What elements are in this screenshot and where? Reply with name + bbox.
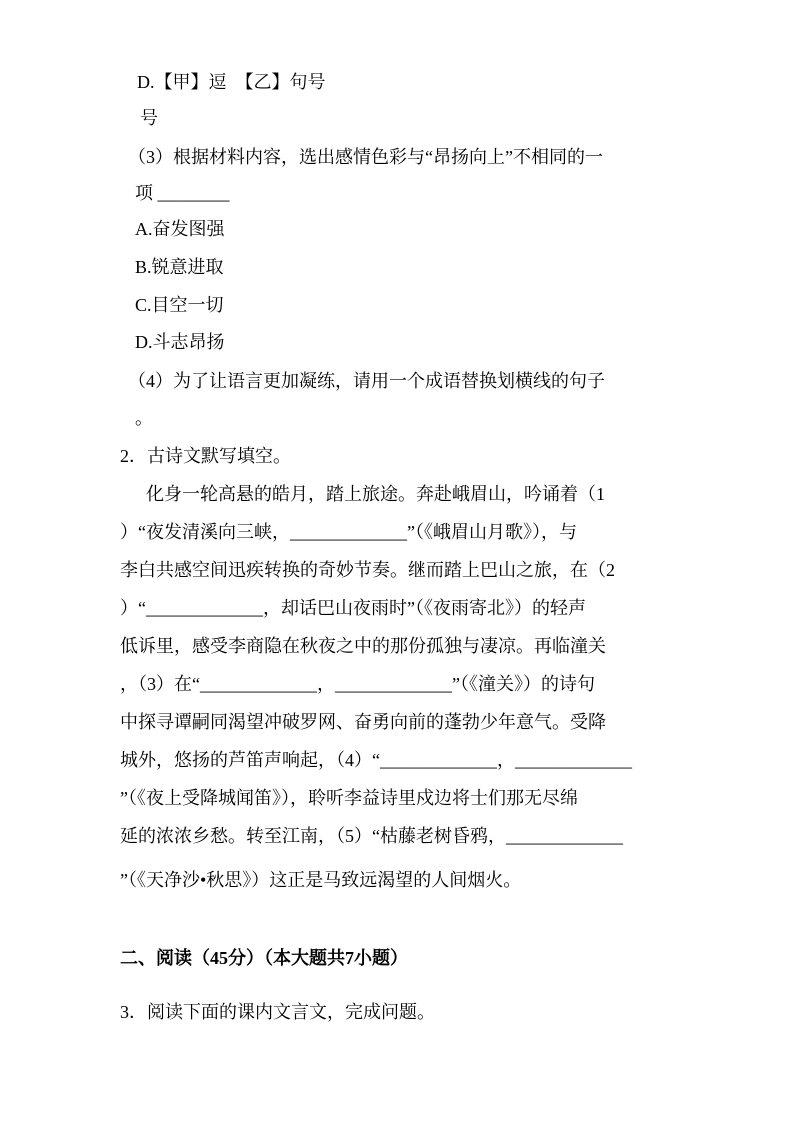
option-d: D.斗志昂扬 [135,332,225,352]
option-b: B.锐意进取 [135,257,224,277]
poem-paragraph-line: ”（《夜上受降城闻笛》），聆听李益诗里戍边将士们那无尽绵 [120,788,578,808]
question-2-title: 2．古诗文默写填空。 [120,446,291,466]
option-d-punctuation: D.【甲】逗 【乙】句号 [137,72,326,92]
option-a: A.奋发图强 [135,219,225,239]
poem-paragraph-line: 李白共感空间迅疾转换的奇妙节奏。继而踏上巴山之旅，在（2 [120,560,615,580]
poem-paragraph-line: ，（3）在“_____________，_____________”（《潼关》）的诗句 [120,674,595,694]
poem-paragraph-line: ”（《天净沙•秋思》）这正是马致远渴望的人间烟火。 [120,870,522,890]
question-3-prompt: （3）根据材料内容，选出感情色彩与“昂扬向上”不相同的一 [128,147,603,167]
question-3-blank: 项 ________ [135,183,230,203]
text-line: 号 [140,108,158,128]
question-4-prompt: （4）为了让语言更加凝练，请用一个成语替换划横线的句子 [128,371,605,391]
poem-paragraph-line: 城外，悠扬的芦笛声响起，（4）“_____________，_____________ [120,750,632,770]
text-line: 。 [135,408,153,428]
question-3-title: 3．阅读下面的课内文言文，完成问题。 [120,1002,435,1022]
poem-paragraph-line: 中探寻谭嗣同渴望冲破罗网、奋勇向前的蓬勃少年意气。受降 [120,712,606,732]
poem-paragraph-line: ）“_____________，却话巴山夜雨时”（《夜雨寄北》）的轻声 [120,598,586,618]
poem-paragraph-line: 延的浓浓乡愁。转至江南，（5）“枯藤老树昏鸦，_____________ [120,826,623,846]
option-c: C.目空一切 [135,295,224,315]
poem-paragraph-line: 化身一轮高悬的皓月，踏上旅途。奔赴峨眉山，吟诵着（1 [146,484,605,504]
section-heading: 二、阅读（45分）（本大题共7小题） [120,948,408,968]
poem-paragraph-line: ）“夜发清溪向三峡，_____________”（《峨眉山月歌》），与 [120,522,577,542]
poem-paragraph-line: 低诉里，感受李商隐在秋夜之中的那份孤独与凄凉。再临潼关 [120,636,606,656]
